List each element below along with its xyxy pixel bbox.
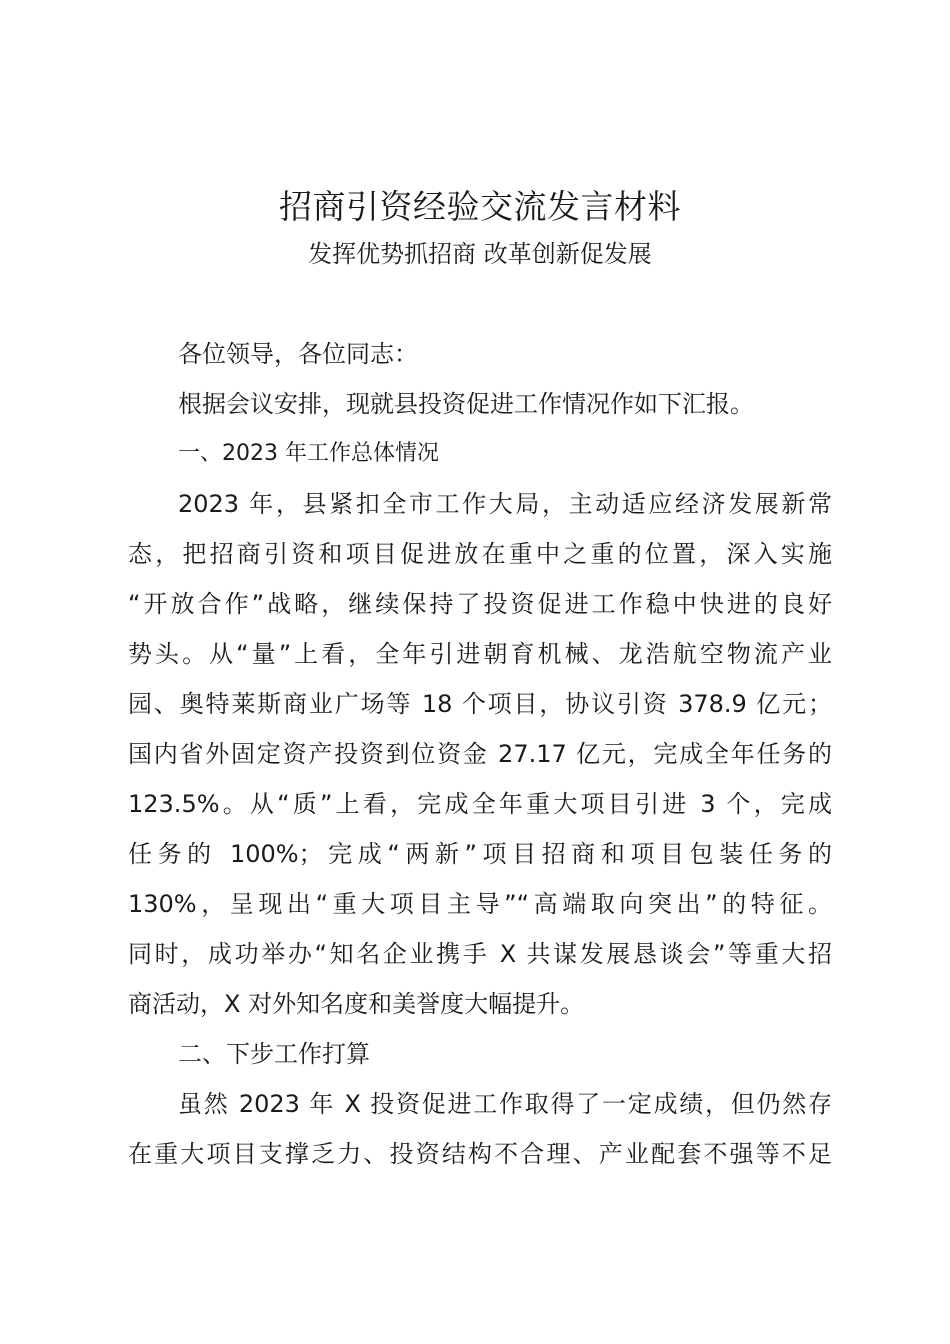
section-heading-1: 一、2023 年工作总体情况: [178, 441, 439, 466]
section-heading-2: 二、下步工作打算: [178, 1040, 370, 1068]
paragraph-line: 123.5%。从“质”上看，完成全年重大项目引进 3 个，完成: [128, 790, 832, 818]
document-title: 招商引资经验交流发言材料: [279, 187, 681, 226]
paragraph-line: 任务的 100%；完成“两新”项目招商和项目包装任务的: [128, 840, 832, 868]
paragraph-line: 2023 年，县紧扣全市工作大局，主动适应经济发展新常: [178, 490, 832, 518]
greeting-line: 各位领导，各位同志：: [178, 340, 418, 368]
paragraph-line: 同时，成功举办“知名企业携手 X 共谋发展恳谈会”等重大招: [128, 940, 832, 968]
paragraph-line: 势头。从“量”上看，全年引进朝育机械、龙浩航空物流产业: [128, 640, 832, 668]
paragraph-line: 园、奥特莱斯商业广场等 18 个项目，协议引资 378.9 亿元；: [128, 690, 832, 718]
paragraph-line: 在重大项目支撑乏力、投资结构不合理、产业配套不强等不足: [128, 1140, 832, 1168]
paragraph-line: 国内省外固定资产投资到位资金 27.17 亿元，完成全年任务的: [128, 740, 832, 768]
paragraph-line: “开放合作”战略，继续保持了投资促进工作稳中快进的良好: [128, 590, 832, 618]
paragraph-line: 商活动，X 对外知名度和美誉度大幅提升。: [128, 990, 585, 1018]
subtitle-text: 发挥优势抓招商 改革创新促发展: [308, 240, 652, 268]
paragraph-line: 虽然 2023 年 X 投资促进工作取得了一定成绩，但仍然存: [178, 1090, 832, 1118]
document-subtitle: [130, 236, 830, 272]
intro-line: 根据会议安排，现就县投资促进工作情况作如下汇报。: [178, 390, 754, 418]
paragraph-line: 130%，呈现出“重大项目主导”“高端取向突出”的特征。: [128, 890, 832, 918]
paragraph-line: 态，把招商引资和项目促进放在重中之重的位置，深入实施: [128, 540, 832, 568]
